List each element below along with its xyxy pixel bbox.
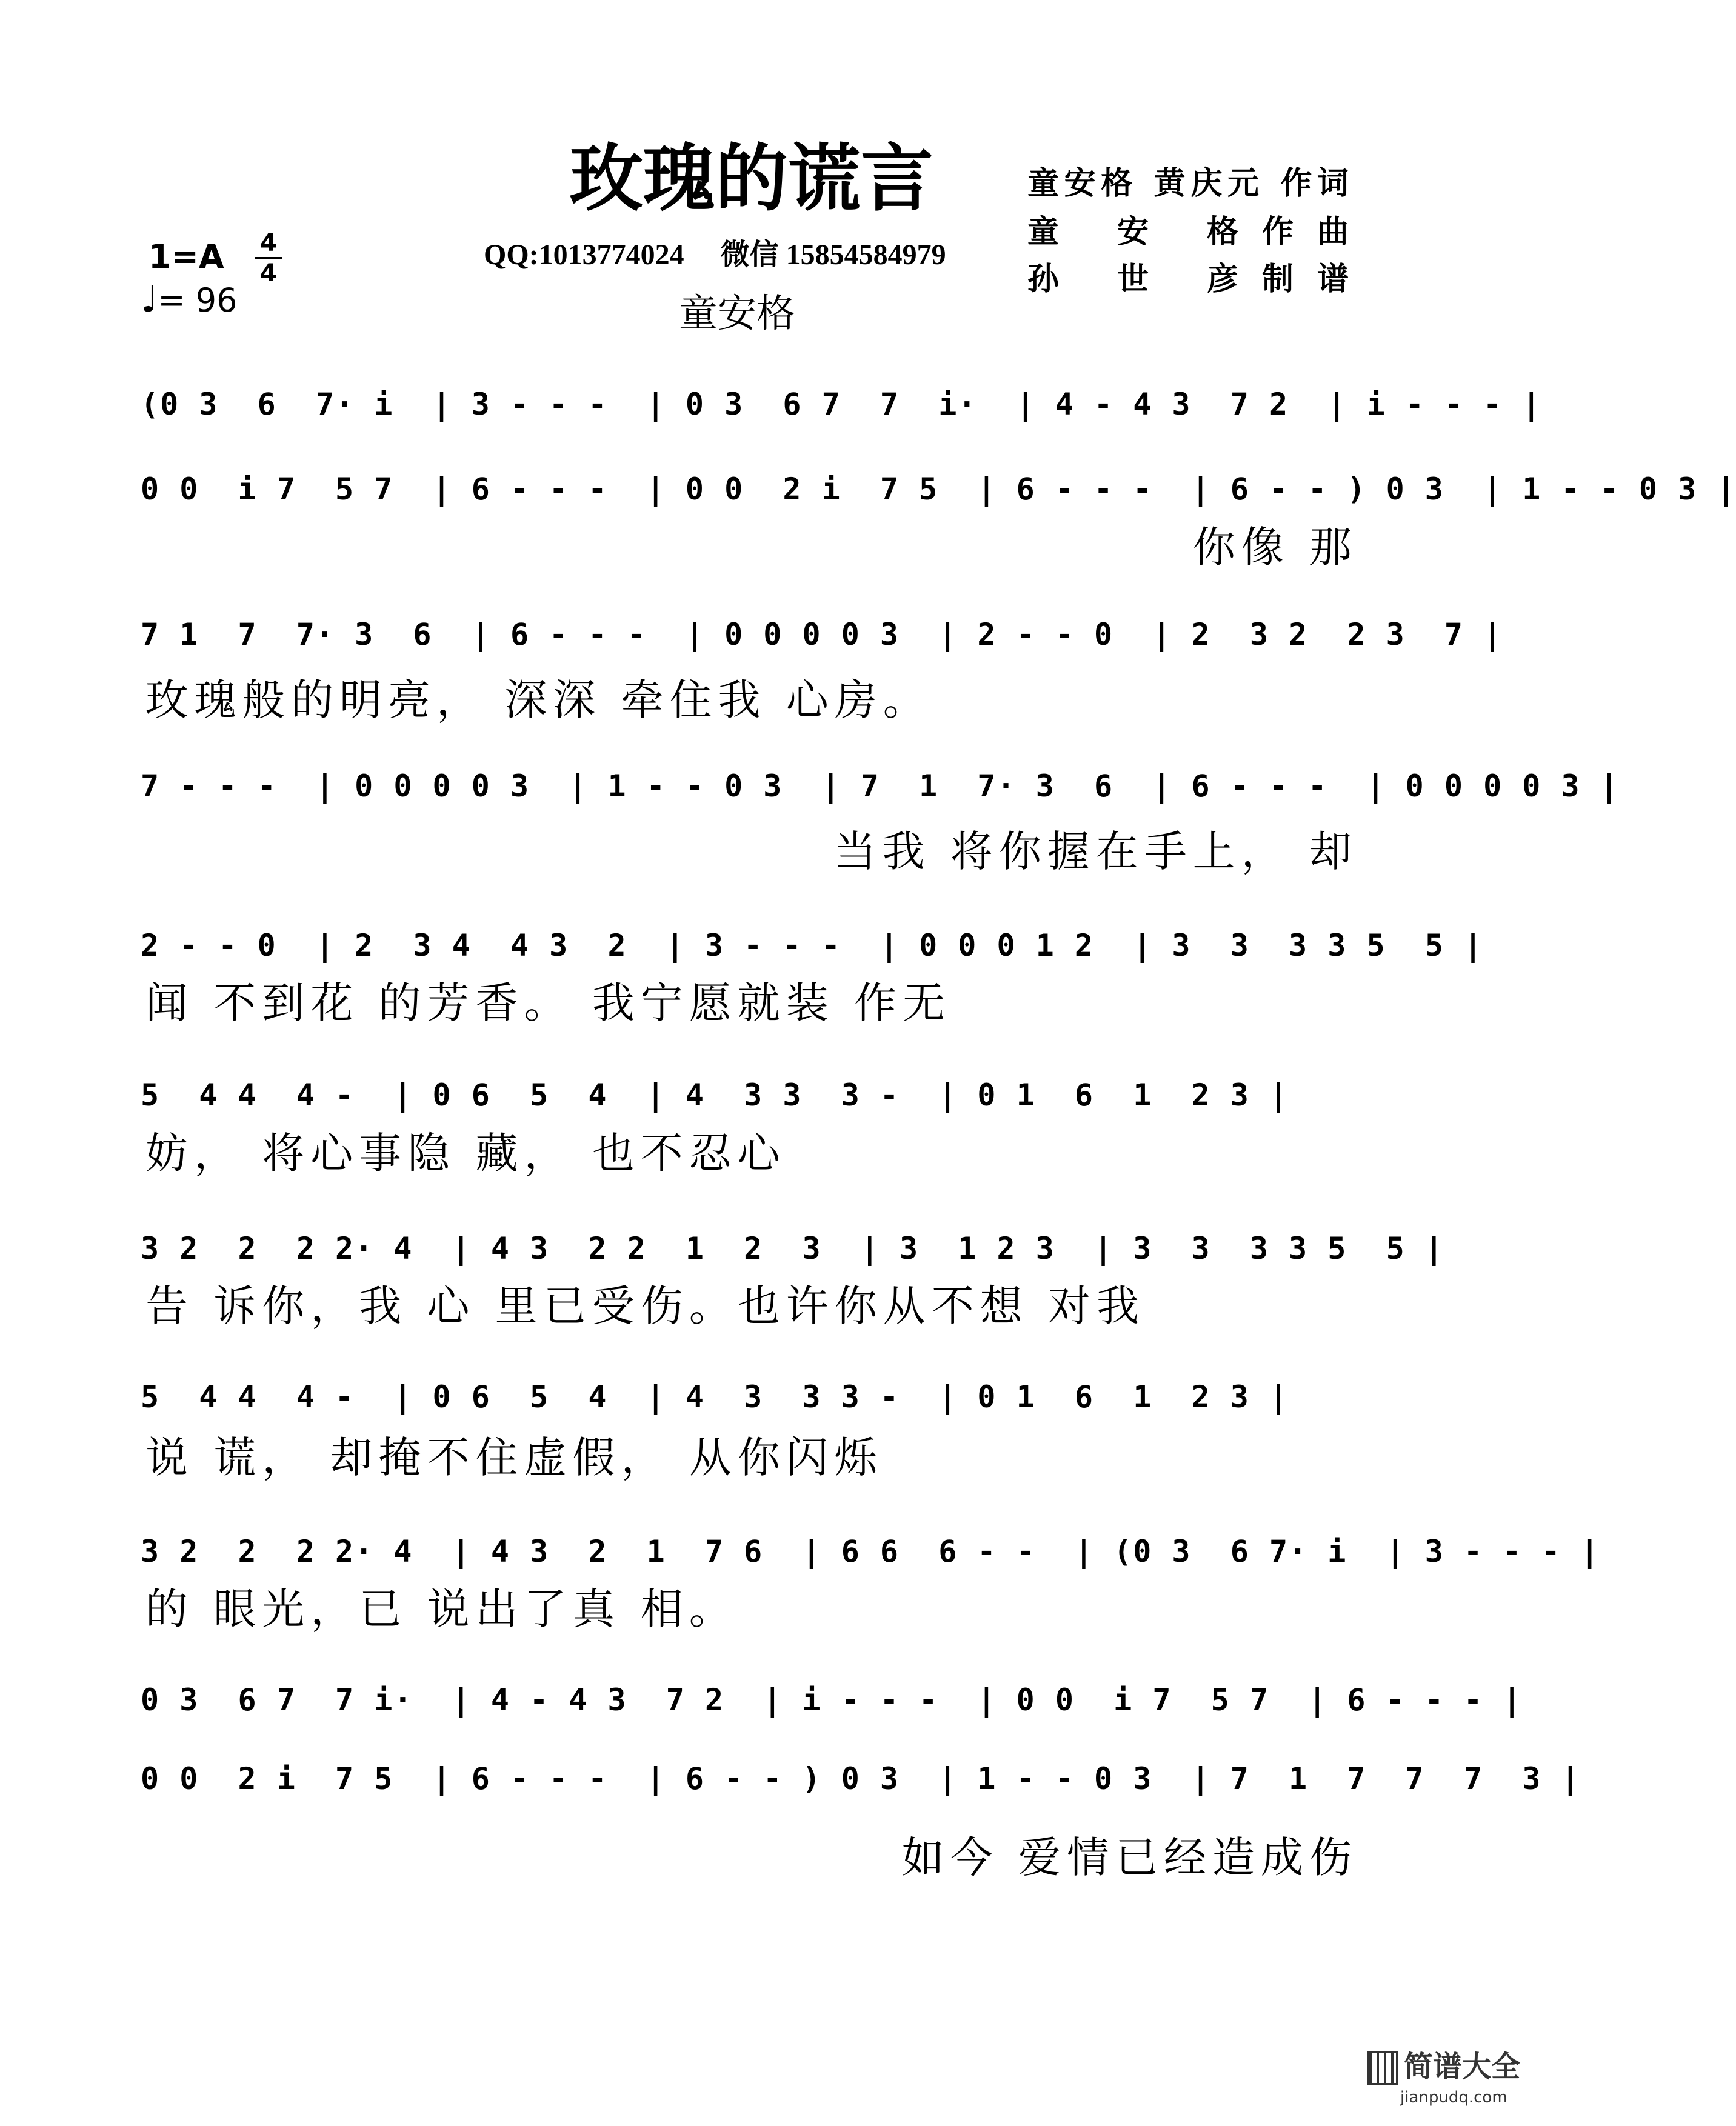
notation-row: (0 3 6 7· i | 3 - - - | 0 3 6 7 7 i· | 4 - 4 3 7 2 | i - - - | <box>141 387 1542 422</box>
qq-number: QQ:1013774024 <box>484 239 684 271</box>
wechat-number: 微信 15854584979 <box>720 239 946 271</box>
lyric-row: 当我 将你握在手上， 却 <box>833 827 1358 876</box>
lyric-row: 说 谎， 却掩不住虚假， 从你闪烁 <box>145 1433 883 1482</box>
lyric-row: 闻 不到花 的芳香。 我宁愿就装 作无 <box>145 978 952 1028</box>
quarter-note-icon: ♩ <box>141 278 158 321</box>
time-signature-bottom: 4 <box>260 259 277 287</box>
lyric-row: 玫瑰般的明亮， 深深 牵住我 心房。 <box>145 675 932 725</box>
tempo-value: = 96 <box>158 281 238 319</box>
notation-row: 5 4 4 4 - | 0 6 5 4 | 4 3 3 3 - | 0 1 6 1 2 3 | <box>141 1078 1289 1113</box>
watermark-brand: 简谱大全 <box>1404 2050 1521 2084</box>
watermark-url: jianpudq.com <box>1400 2088 1507 2107</box>
time-signature <box>253 230 284 286</box>
lyric-row: 的 眼光，已 说出了真 相。 <box>145 1584 738 1634</box>
notation-row: 7 1 7 7· 3 6 | 6 - - - | 0 0 0 0 3 | 2 - - 0 | 2 3 2 2 3 7 | <box>141 617 1503 652</box>
piano-keys-icon <box>1367 2051 1398 2085</box>
singer-name: 童安格 <box>679 292 795 336</box>
notation-row: 0 0 2 i 7 5 | 6 - - - | 6 - - ) 0 3 | 1 - - 0 3 | 7 1 7 7 7 3 | <box>141 1761 1581 1796</box>
tempo-marking <box>141 280 237 320</box>
notation-row: 3 2 2 2 2· 4 | 4 3 2 1 7 6 | 6 6 6 - - | (0 3 6 7· i | 3 - - - | <box>141 1534 1600 1569</box>
notation-row: 0 3 6 7 7 i· | 4 - 4 3 7 2 | i - - - | 0 0 i 7 5 7 | 6 - - - | <box>141 1682 1523 1718</box>
key-signature: 1=A <box>149 238 224 276</box>
credit-composer: 童 安 格作曲 <box>1027 213 1349 250</box>
notation-row: 3 2 2 2 2· 4 | 4 3 2 2 1 2 3 | 3 1 2 3 | 3 3 3 3 5 5 | <box>141 1231 1444 1266</box>
lyric-row: 告 诉你，我 心 里已受伤。也许你从不想 对我 <box>145 1281 1146 1331</box>
lyric-row: 如今 爱情已经造成伤 <box>901 1833 1358 1882</box>
notation-row: 0 0 i 7 5 7 | 6 - - - | 0 0 2 i 7 5 | 6 - - - | 6 - - ) 0 3 | 1 - - 0 3 | <box>141 472 1736 507</box>
watermark-logo <box>1358 2048 1521 2126</box>
lyric-row: 你像 那 <box>1192 522 1358 572</box>
credit-transcriber: 孙 世 彦制谱 <box>1027 261 1349 298</box>
lyric-row: 妨， 将心事隐 藏， 也不忍心 <box>145 1128 786 1178</box>
contact-info <box>484 238 946 273</box>
notation-row: 7 - - - | 0 0 0 0 3 | 1 - - 0 3 | 7 1 7· 3 6 | 6 - - - | 0 0 0 0 3 | <box>141 768 1620 804</box>
notation-row: 2 - - 0 | 2 3 4 4 3 2 | 3 - - - | 0 0 0 1 2 | 3 3 3 3 5 5 | <box>141 928 1484 963</box>
time-signature-top: 4 <box>260 229 277 257</box>
song-title: 玫瑰的谎言 <box>570 136 933 221</box>
notation-row: 5 4 4 4 - | 0 6 5 4 | 4 3 3 3 - | 0 1 6 1 2 3 | <box>141 1379 1289 1415</box>
credit-lyricists: 童安格 黄庆元 作词 <box>1027 165 1349 202</box>
